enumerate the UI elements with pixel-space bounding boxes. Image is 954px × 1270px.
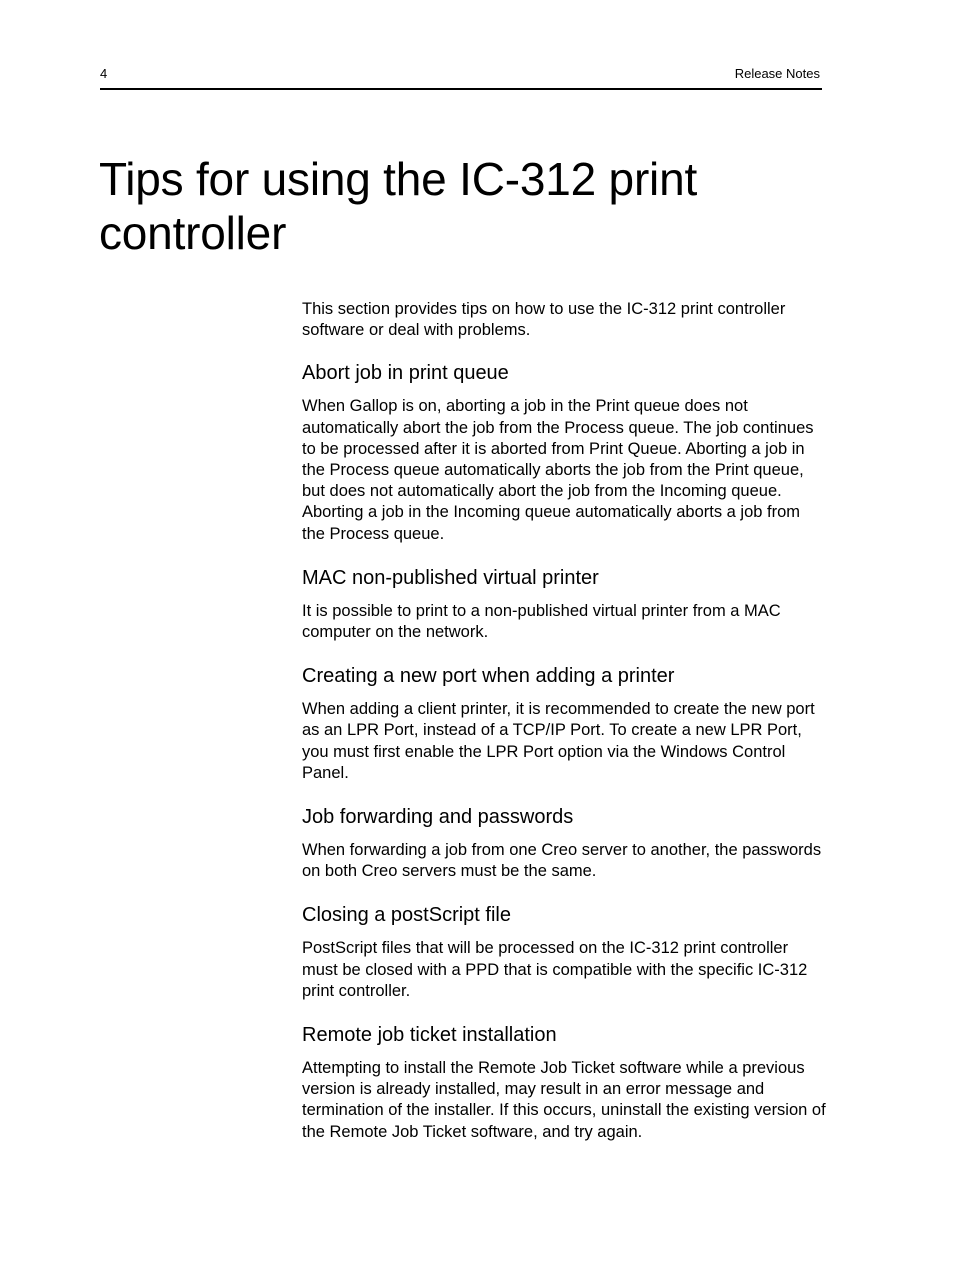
page-header — [100, 66, 822, 90]
section-job-forwarding — [302, 805, 827, 882]
section-new-port — [302, 664, 827, 784]
section-abort-job — [302, 361, 827, 544]
chapter-title: Tips for using the IC-312 print controller — [99, 153, 698, 259]
section-body: It is possible to print to a non-published virtual printer from a MAC computer on the network. — [302, 601, 781, 642]
content-column — [302, 299, 827, 1164]
section-heading: Creating a new port when adding a printer — [302, 665, 675, 688]
running-title: Release Notes — [734, 66, 820, 81]
section-heading: Closing a postScript file — [302, 904, 511, 927]
section-closing-postscript — [302, 903, 827, 1002]
section-body: Attempting to install the Remote Job Ticket software while a previous version is already installed, may result in an error message and termination of the installer. If this occurs, uninstall the existing version of the Remote Job Ticket software, and try again. — [302, 1059, 826, 1141]
section-heading: Job forwarding and passwords — [302, 806, 574, 829]
section-heading: Abort job in print queue — [302, 362, 509, 385]
section-mac-virtual-printer — [302, 566, 827, 643]
section-body: When adding a client printer, it is recommended to create the new port as an LPR Port, instead of a TCP/IP Port. To create a new LPR Port, you must first enable the LPR Port option via the Windows Control Panel. — [302, 700, 815, 782]
section-heading: MAC non-published virtual printer — [302, 566, 599, 589]
intro-paragraph: This section provides tips on how to use the IC-312 print controller software or deal with problems. — [302, 300, 786, 340]
section-body: When Gallop is on, aborting a job in the Print queue does not automatically abort the job from the Process queue. The job continues to be processed after it is aborted from Print Queue. Aborting a job in the Process queue automatically aborts the job from the Print queue, but does not automatically abort the job from the Incoming queue. Aborting a job in the Incoming queue automatically aborts a job from the Process queue. — [302, 397, 814, 543]
page-number: 4 — [100, 66, 108, 81]
section-heading: Remote job ticket installation — [302, 1024, 557, 1047]
section-remote-job-ticket — [302, 1023, 827, 1143]
section-body: When forwarding a job from one Creo server to another, the passwords on both Creo servers must be the same. — [302, 841, 822, 881]
section-body: PostScript files that will be processed on the IC-312 print controller must be closed with a PPD that is compatible with the specific IC-312 print controller. — [302, 939, 808, 1000]
